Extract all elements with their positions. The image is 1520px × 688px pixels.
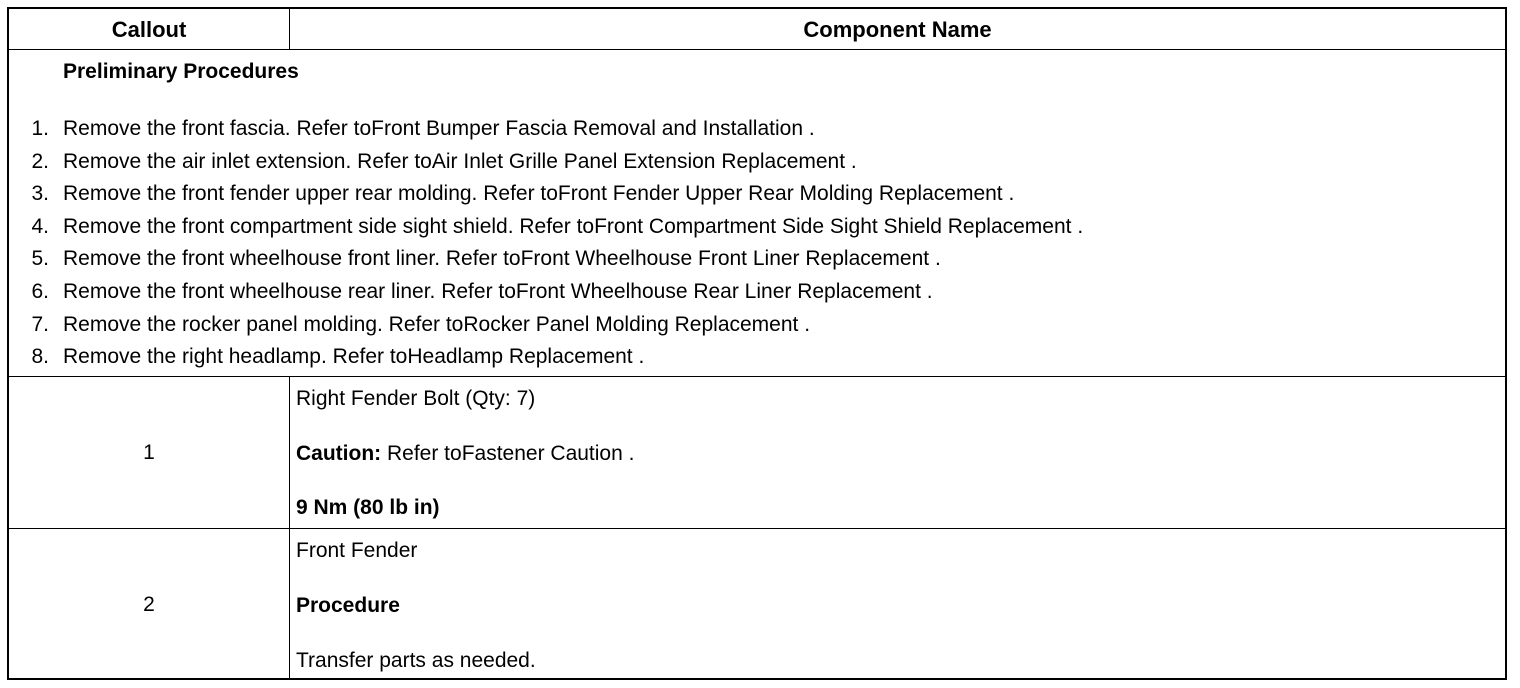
- table-row: [9, 529, 1505, 680]
- step-text: Remove the rocker panel molding. Refer toRocker Panel Molding Replacement .: [63, 312, 811, 336]
- step-number: 7.: [31, 312, 49, 336]
- procedure-table: [7, 7, 1507, 680]
- torque-spec: 9 Nm (80 lb in): [296, 496, 440, 519]
- step-number: 4.: [31, 214, 49, 238]
- step-text: Remove the front wheelhouse rear liner. Refer toFront Wheelhouse Rear Liner Replacement .: [63, 279, 933, 303]
- component-name: Front Fender: [296, 539, 418, 562]
- preliminary-procedures-section: [9, 50, 1505, 377]
- step-number: 1.: [31, 117, 49, 140]
- step-text: Remove the front fender upper rear molding. Refer toFront Fender Upper Rear Molding Replacement .: [63, 182, 1015, 206]
- step-text: Remove the air inlet extension. Refer toAir Inlet Grille Panel Extension Replacement .: [63, 149, 857, 173]
- preliminary-procedures-title: Preliminary Procedures: [63, 60, 299, 83]
- caution-text: Refer toFastener Caution .: [381, 442, 635, 465]
- step-text: Remove the front fascia. Refer toFront Bumper Fascia Removal and Installation .: [63, 117, 815, 140]
- step-number: 2.: [31, 149, 49, 173]
- table-row: [9, 377, 1505, 529]
- step-text: Remove the right headlamp. Refer toHeadlamp Replacement .: [63, 345, 645, 369]
- component-cell: [290, 529, 1505, 680]
- component-name: Right Fender Bolt (Qty: 7): [296, 387, 536, 410]
- table-header-row: [9, 9, 1505, 50]
- step-text: Remove the front compartment side sight shield. Refer toFront Compartment Side Sight Shield Replacement .: [63, 214, 1084, 238]
- step-number: 8.: [31, 345, 49, 369]
- procedure-text: Transfer parts as needed.: [296, 649, 536, 672]
- step-text: Remove the front wheelhouse front liner. Refer toFront Wheelhouse Front Liner Replacement .: [63, 247, 941, 271]
- callout-column-header: Callout: [9, 9, 290, 49]
- callout-number: 1: [143, 440, 155, 464]
- step-number: 6.: [31, 279, 49, 303]
- caution-label: Caution:: [296, 442, 382, 465]
- component-name-column-header: Component Name: [803, 17, 992, 42]
- callout-number: 2: [143, 592, 155, 616]
- caution-note: [296, 441, 634, 467]
- step-number: 5.: [31, 247, 49, 271]
- step-number: 3.: [31, 182, 49, 206]
- component-cell: [290, 377, 1505, 528]
- procedure-label: Procedure: [296, 594, 400, 617]
- callout-cell: [9, 529, 290, 680]
- callout-cell: [9, 377, 290, 528]
